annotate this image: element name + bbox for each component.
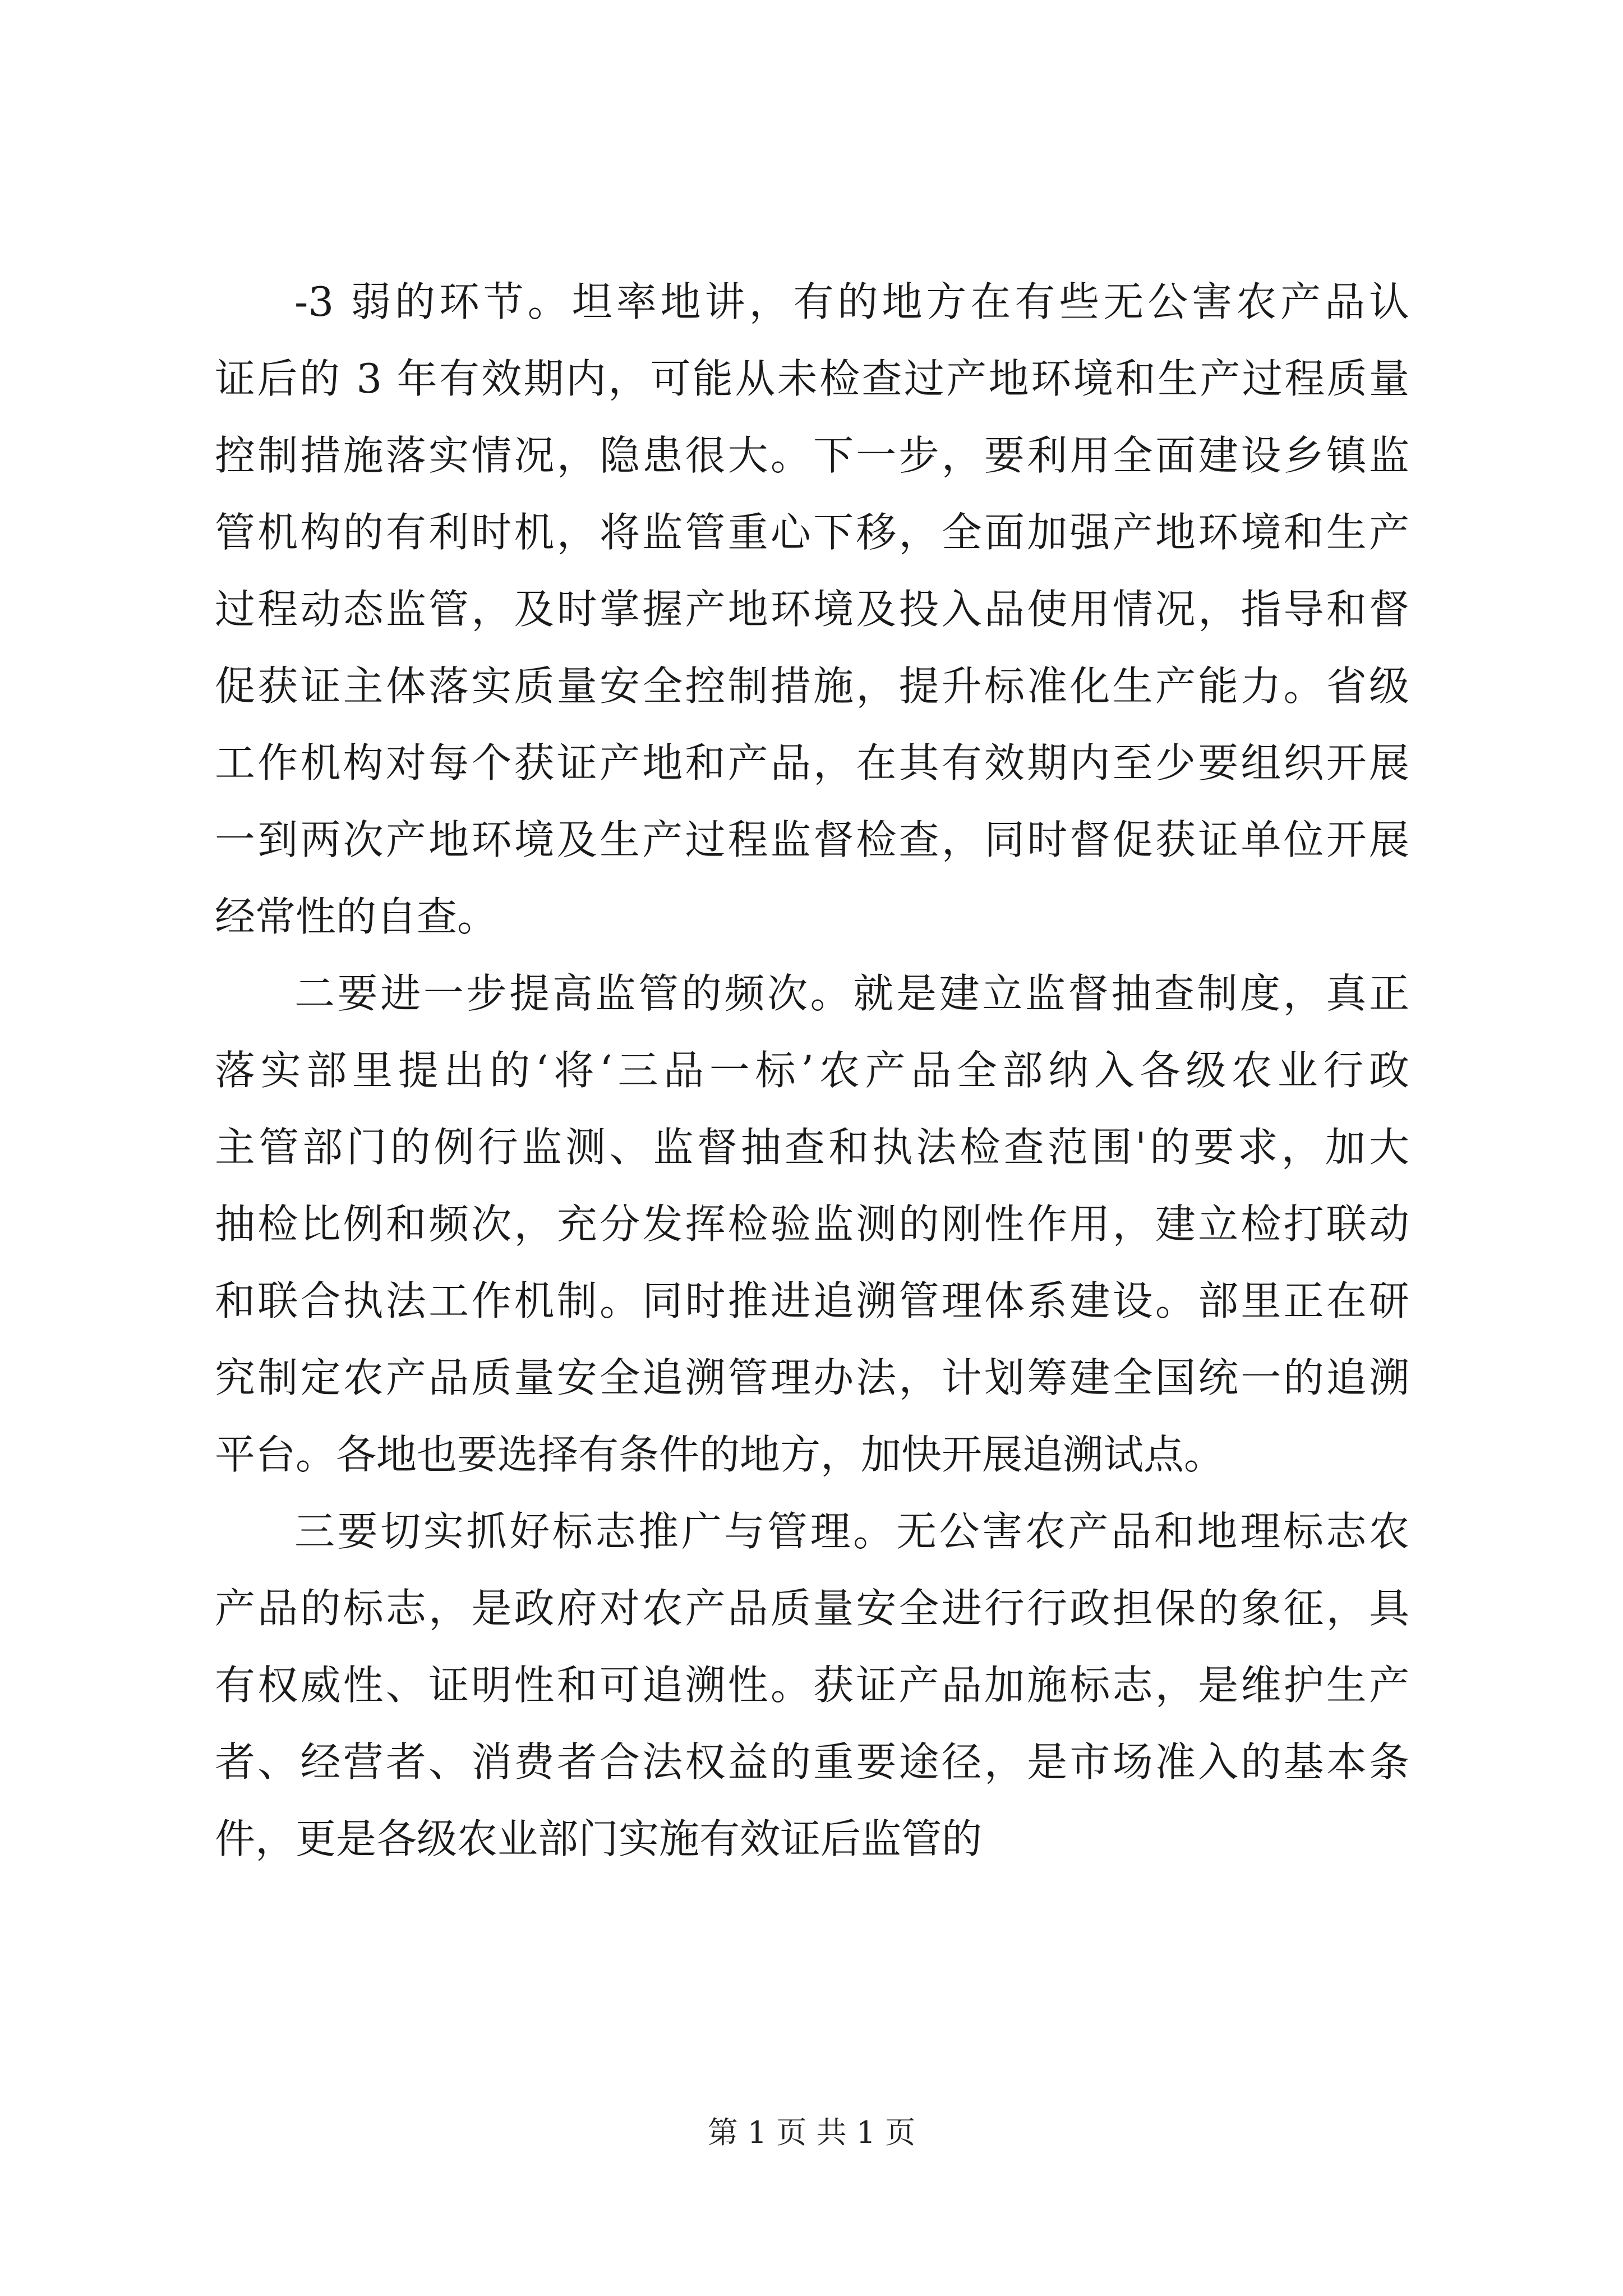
paragraph-1-line-5: 过程动态监管，及时掌握产地环境及投入品使用情况，指导和督 — [215, 586, 1409, 633]
paragraph-1-line-8: 一到两次产地环境及生产过程监督检查，同时督促获证单位开展 — [215, 816, 1409, 863]
paragraph-2-line-5: 和联合执法工作机制。同时推进追溯管理体系建设。部里正在研 — [215, 1277, 1409, 1324]
paragraph-3-line-1: 三要切实抓好标志推广与管理。无公害农产品和地理标志农 — [294, 1508, 1409, 1555]
paragraph-1-line-6: 促获证主体落实质量安全控制措施，提升标准化生产能力。省级 — [215, 662, 1409, 710]
paragraph-1-line-1: -3 弱的环节。坦率地讲，有的地方在有些无公害农产品认 — [294, 278, 1409, 325]
paragraph-3-line-4: 者、经营者、消费者合法权益的重要途径，是市场准入的基本条 — [215, 1738, 1409, 1786]
paragraph-3-line-5: 件，更是各级农业部门实施有效证后监管的 — [215, 1815, 983, 1862]
paragraph-2-line-6: 究制定农产品质量安全追溯管理办法，计划筹建全国统一的追溯 — [215, 1354, 1409, 1401]
paragraph-2-line-4: 抽检比例和频次，充分发挥检验监测的刚性作用，建立检打联动 — [215, 1200, 1409, 1248]
paragraph-1-line-9: 经常性的自查。 — [215, 893, 498, 940]
page-number-footer: 第 1 页 共 1 页 — [707, 2115, 916, 2150]
paragraph-1-line-4: 管机构的有利时机，将监管重心下移，全面加强产地环境和生产 — [215, 509, 1409, 556]
paragraph-1-line-2: 证后的 3 年有效期内，可能从未检查过产地环境和生产过程质量 — [215, 355, 1409, 402]
paragraph-3-line-3: 有权威性、证明性和可追溯性。获证产品加施标志，是维护生产 — [215, 1662, 1409, 1709]
paragraph-2-line-3: 主管部门的例行监测、监督抽查和执法检查范围'的要求，加大 — [215, 1124, 1409, 1171]
paragraph-3-line-2: 产品的标志，是政府对农产品质量安全进行行政担保的象征，具 — [215, 1585, 1409, 1632]
paragraph-2-line-2: 落实部里提出的‘将‘三品一标’农产品全部纳入各级农业行政 — [215, 1047, 1409, 1094]
paragraph-2-line-7: 平台。各地也要选择有条件的地方，加快开展追溯试点。 — [215, 1431, 1225, 1478]
paragraph-1-line-3: 控制措施落实情况，隐患很大。下一步，要利用全面建设乡镇监 — [215, 432, 1409, 479]
paragraph-1-line-7: 工作机构对每个获证产地和产品，在其有效期内至少要组织开展 — [215, 739, 1409, 786]
paragraph-2-line-1: 二要进一步提高监管的频次。就是建立监督抽查制度，真正 — [294, 970, 1409, 1017]
